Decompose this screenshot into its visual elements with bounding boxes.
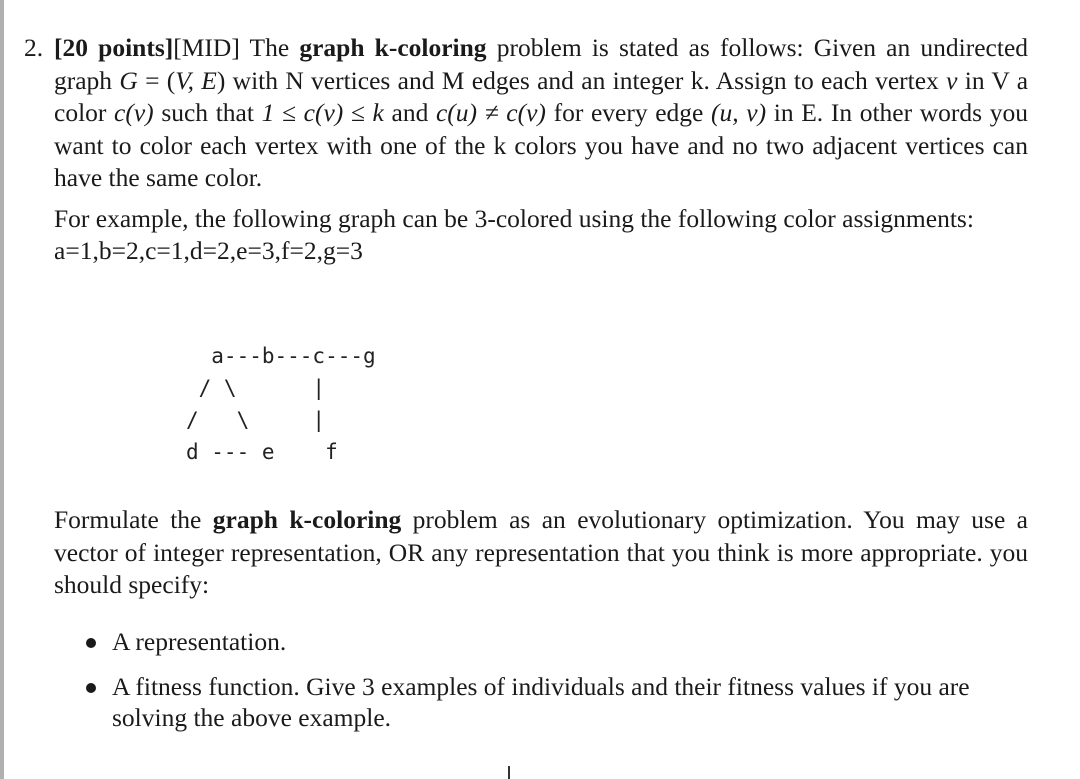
term-graph-k-coloring: graph k-coloring — [299, 33, 487, 62]
mid-tag: [MID] — [173, 33, 240, 62]
term-graph-k-coloring-2: graph k-coloring — [212, 505, 402, 534]
problem-statement: [20 points][MID] The graph k-coloring problem is stated as follows: Given an undirected graph G = (V, E) with N vertices and M edges and an integer k. Assign to each vertex v in V a color c(v) such that 1 ≤ c(v) ≤ k and c(u) ≠ c(v) for every edge (u, v) in E. In other words you want to color each vertex with one of the k colors you have and no two adjacent vertices can have the same color. — [54, 33, 1029, 192]
page-number-mark — [508, 766, 510, 779]
problem-number: 2. — [24, 33, 44, 62]
requirements-list — [54, 626, 1028, 747]
formulate-paragraph: Formulate the graph k-coloring problem as an evolutionary optimization. You may use a vector of integer representation, OR any representation that you think is more appropriate. you should specify: — [54, 505, 1028, 599]
problem-body — [54, 32, 1028, 268]
color-assignments: a=1,b=2,c=1,d=2,e=3,f=2,g=3 — [54, 236, 363, 265]
example-graph: a---b---c---g / \ | / \ | d --- e f — [186, 344, 376, 464]
points-label: [20 points] — [54, 33, 174, 62]
page-left-border — [0, 0, 4, 779]
example-intro: For example, the following graph can be 3-colored using the following color assignments: a=1,b=2,c=1,d=2,e=3,f=2,g=3 — [54, 203, 974, 265]
list-item: A fitness function. Give 3 examples of individuals and their fitness values if you are solving the above example. — [54, 671, 1028, 733]
list-item: A representation. — [54, 626, 1028, 657]
problem-2 — [24, 32, 1028, 268]
